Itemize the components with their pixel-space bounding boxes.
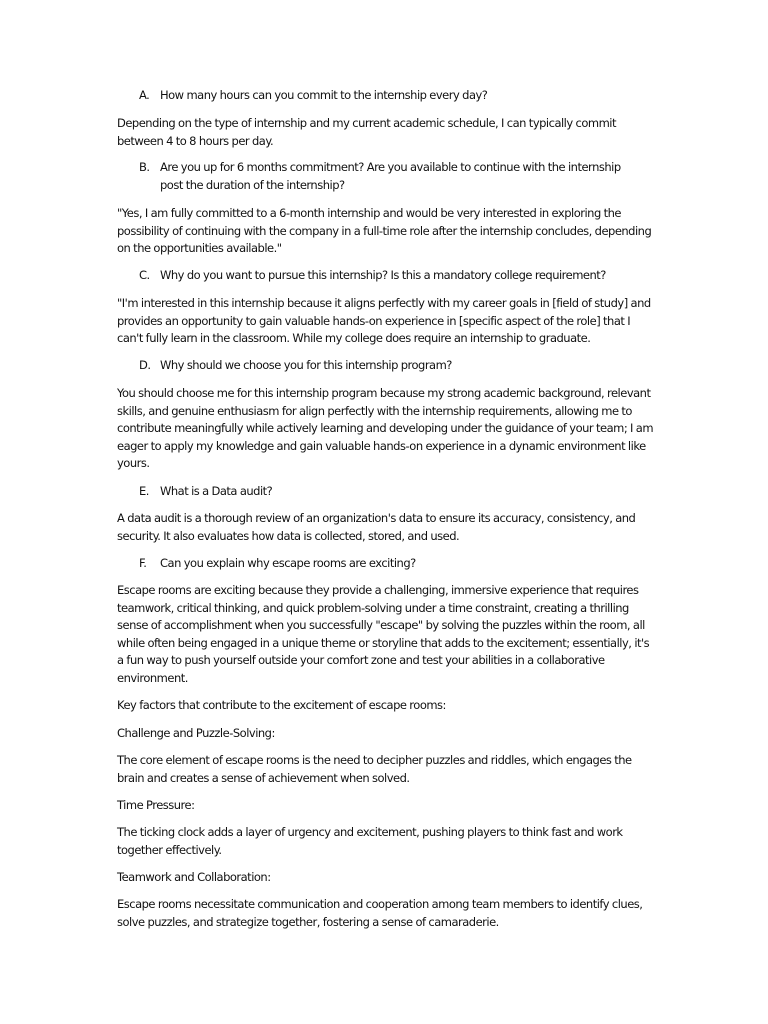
answer-b: "Yes, I am fully committed to a 6-month internship and would be very interested in exploring the possibility of continuing with the company in a full-time role after the internship concludes, depending on the opportunities available." (117, 206, 652, 255)
question-b-letter: B. (139, 160, 150, 174)
answer-a: Depending on the type of internship and my current academic schedule, I can typically commit between 4 to 8 hours per day. (117, 116, 617, 148)
challenge-heading: Challenge and Puzzle-Solving: (117, 726, 275, 740)
factors-intro: Key factors that contribute to the excitement of escape rooms: (117, 698, 446, 712)
challenge-text: The core element of escape rooms is the need to decipher puzzles and riddles, which engages the brain and creates a sense of achievement when solved. (117, 753, 632, 785)
question-f (139, 555, 639, 573)
question-d (139, 357, 639, 375)
question-c (139, 267, 639, 285)
question-d-text: Why should we choose you for this internship program? (160, 358, 452, 372)
question-a (139, 87, 639, 105)
answer-d: You should choose me for this internship program because my strong academic background, relevant skills, and genuine enthusiasm for align perfectly with the internship requirements, allowing me to contribute meaningfully while actively learning and developing under the guidance of your team; I am eager to apply my knowledge and gain valuable hands-on experience in a dynamic environment like yours. (117, 386, 654, 470)
question-b-text: Are you up for 6 months commitment? Are you available to continue with the internship post the duration of the internship? (160, 160, 621, 192)
question-c-letter: C. (139, 268, 150, 282)
question-d-letter: D. (139, 358, 151, 372)
teamwork-heading: Teamwork and Collaboration: (117, 870, 271, 884)
answer-f: Escape rooms are exciting because they provide a challenging, immersive experience that requires teamwork, critical thinking, and quick problem-solving under a time constraint, creating a thrilling sense of accomplishment when you successfully "escape" by solving the puzzles within the room, all while often being engaged in a unique theme or storyline that adds to the excitement; essentially, it's a fun way to push yourself outside your comfort zone and test your abilities in a collaborative environment. (117, 583, 650, 685)
question-b (139, 159, 639, 194)
teamwork-text: Escape rooms necessitate communication and cooperation among team members to identify clues, solve puzzles, and strategize together, fostering a sense of camaraderie. (117, 897, 643, 929)
question-e-text: What is a Data audit? (160, 484, 273, 498)
time-pressure-text: The ticking clock adds a layer of urgency and excitement, pushing players to think fast and work together effectively. (117, 825, 623, 857)
time-pressure-heading: Time Pressure: (117, 798, 195, 812)
question-f-text: Can you explain why escape rooms are exciting? (160, 556, 416, 570)
question-e (139, 483, 639, 501)
answer-c: "I'm interested in this internship because it aligns perfectly with my career goals in [field of study] and provides an opportunity to gain valuable hands-on experience in [specific aspect of the role] that I can't fully learn in the classroom. While my college does require an internship to graduate. (117, 296, 651, 345)
question-a-letter: A. (139, 88, 150, 102)
question-a-text: How many hours can you commit to the internship every day? (160, 88, 488, 102)
answer-e: A data audit is a thorough review of an organization's data to ensure its accuracy, consistency, and security. It also evaluates how data is collected, stored, and used. (117, 511, 636, 543)
question-f-letter: F. (139, 556, 147, 570)
question-c-text: Why do you want to pursue this internship? Is this a mandatory college requirement? (160, 268, 606, 282)
question-e-letter: E. (139, 484, 149, 498)
